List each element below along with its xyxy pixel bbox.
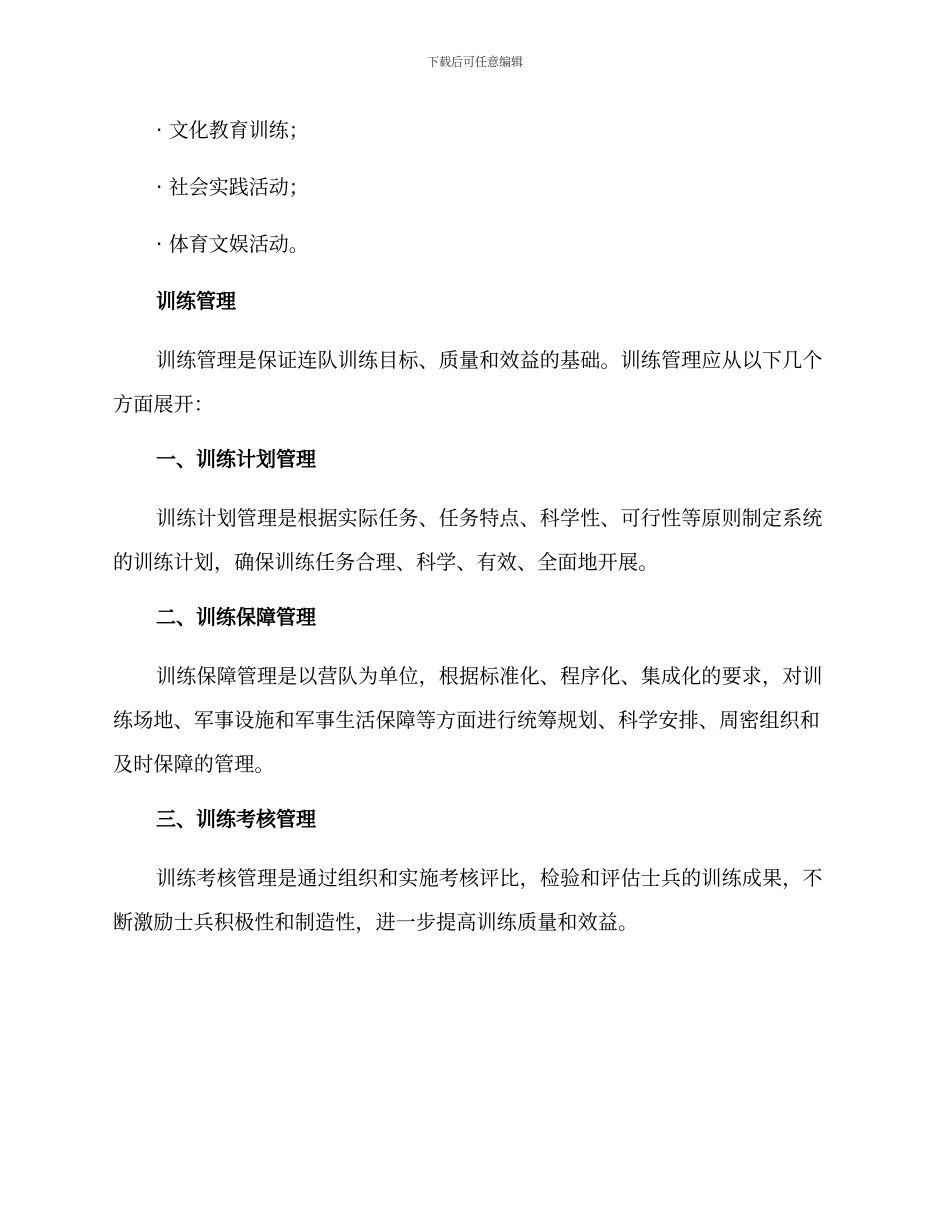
item-heading: 一、训练计划管理 xyxy=(156,447,316,471)
item-body: 训练考核管理是通过组织和实施考核评比，检验和评估士兵的训练成果，不断激励士兵积极性和制造性，进一步提高训练质量和效益。 xyxy=(113,866,823,934)
document-body xyxy=(113,110,833,957)
section-intro: 训练管理是保证连队训练目标、质量和效益的基础。训练管理应从以下几个方面展开： xyxy=(113,348,823,416)
page-header: 下载后可任意编辑 xyxy=(426,55,523,69)
item-body: 训练计划管理是根据实际任务、任务特点、科学性、可行性等原则制定系统的训练计划，确保训练任务合理、科学、有效、全面地开展。 xyxy=(113,506,823,574)
section-title: 训练管理 xyxy=(156,289,236,313)
item-heading: 二、训练保障管理 xyxy=(156,605,316,629)
bullet-item: · 社会实践活动； xyxy=(156,175,309,199)
item-body: 训练保障管理是以营队为单位，根据标准化、程序化、集成化的要求，对训练场地、军事设施和军事生活保障等方面进行统筹规划、科学安排、周密组织和及时保障的管理。 xyxy=(113,664,823,776)
bullet-item: · 文化教育训练； xyxy=(156,118,309,142)
item-heading: 三、训练考核管理 xyxy=(156,807,316,831)
bullet-item: · 体育文娱活动。 xyxy=(156,232,309,256)
